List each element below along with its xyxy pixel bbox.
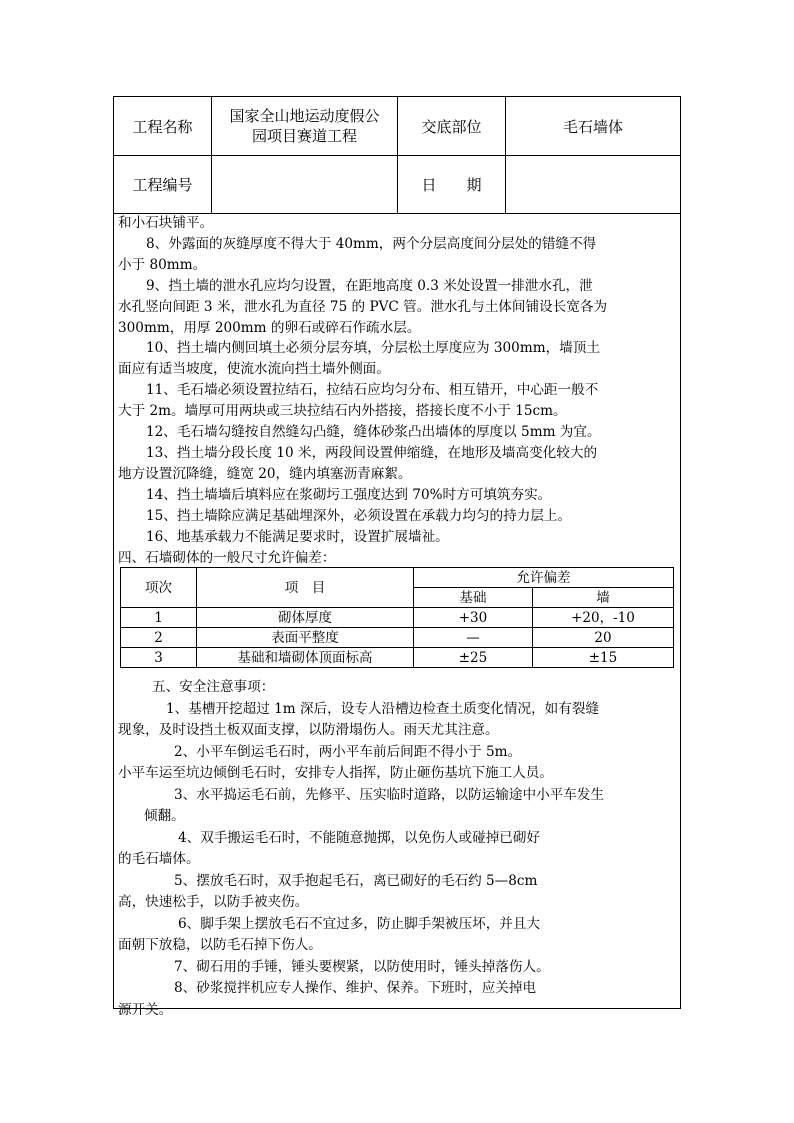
safety-line: 3、水平捣运毛石前，先修平、压实临时道路，以防运输途中小平车发生	[174, 786, 605, 803]
header-table	[113, 96, 681, 214]
part-value: 毛石墙体	[506, 97, 681, 156]
row-item: 基础和墙砌体顶面标高	[197, 648, 414, 668]
safety-line: 高，快速松手，以防手被夹伤。	[118, 894, 309, 910]
safety-line: 小平车运至坑边倾倒毛石时，安排专人指挥，防止砸伤基坑下施工人员。	[118, 765, 553, 781]
project-no-value	[212, 156, 398, 214]
table-row	[121, 648, 674, 668]
row-wall: +20，-10	[533, 608, 674, 628]
safety-line: 的毛石墙体。	[118, 851, 200, 867]
row-no: 3	[121, 648, 197, 668]
deviation-table	[120, 567, 674, 668]
safety-line: 面朝下放稳，以防毛石掉下伤人。	[118, 937, 322, 953]
safety-line: 5、摆放毛石时，双手抱起毛石，离已砌好的毛石约 5—8cm	[174, 872, 538, 889]
body-line: 地方设置沉降缝，缝宽 20，缝内填塞沥青麻絮。	[118, 465, 412, 482]
safety-line: 2、小平车倒运毛石时，两小平车前后间距不得小于 5m。	[174, 743, 522, 760]
body-line: 15、挡土墙除应满足基础埋深外，必须设置在承载力均匀的持力层上。	[146, 507, 572, 524]
body-line: 9、挡土墙的泄水孔应均匀设置，在距地高度 0.3 米处设置一排泄水孔，泄	[146, 277, 593, 294]
body-line: 14、挡土墙墙后填料应在浆砌圬工强度达到 70%时方可填筑夯实。	[146, 486, 552, 503]
body-line: 小于 80mm。	[118, 256, 207, 273]
col-base-header: 基础	[414, 588, 533, 608]
col-wall-header: 墙	[533, 588, 674, 608]
date-value	[506, 156, 681, 214]
body-line: 8、外露面的灰缝厚度不得大于 40mm，两个分层高度间分层处的错缝不得	[146, 235, 597, 252]
row-wall: ±15	[533, 648, 674, 668]
row-base: ±25	[414, 648, 533, 668]
body-line: 12、毛石墙勾缝按自然缝勾凸缝，缝体砂浆凸出墙体的厚度以 5mm 为宜。	[146, 424, 601, 441]
safety-line: 源开关。	[118, 1001, 173, 1018]
body-line: 和小石块铺平。	[118, 215, 214, 231]
date-label: 日 期	[398, 156, 506, 214]
project-name-line1: 国家全山地运动度假公	[229, 107, 380, 125]
table-row	[121, 608, 674, 628]
part-label: 交底部位	[398, 97, 506, 156]
body-text	[118, 213, 678, 568]
row-no: 1	[121, 608, 197, 628]
project-name-label: 工程名称	[114, 97, 212, 156]
body-line: 四、石墙砌体的一般尺寸允许偏差：	[118, 549, 336, 566]
body-line: 面应有适当坡度，使流水流向挡土墙外侧面。	[118, 361, 390, 378]
col-no-header: 项次	[121, 568, 197, 608]
row-item: 砌体厚度	[197, 608, 414, 628]
body-line: 水孔竖向间距 3 米，泄水孔为直径 75 的 PVC 管。泄水孔与土体间铺设长宽各为	[118, 298, 608, 315]
row-no: 2	[121, 628, 197, 648]
safety-line: 倾翻。	[144, 808, 185, 824]
body-line: 300mm，用厚 200mm 的卵石或碎石作疏水层。	[118, 319, 421, 336]
project-no-label: 工程编号	[114, 156, 212, 214]
row-base: —	[414, 628, 533, 648]
safety-line: 8、砂浆搅拌机应专人操作、维护、保养。下班时，应关掉电	[174, 980, 537, 996]
row-base: +30	[414, 608, 533, 628]
table-row	[121, 628, 674, 648]
project-name-line2: 园项目赛道工程	[251, 127, 357, 145]
row-item: 表面平整度	[197, 628, 414, 648]
project-name-value	[212, 97, 398, 156]
safety-line: 6、脚手架上摆放毛石不宜过多，防止脚手架被压坏，并且大	[178, 915, 541, 932]
safety-line: 1、基槽开挖超过 1m 深后，设专人沿槽边检查土质变化情况，如有裂缝	[166, 700, 600, 717]
col-allow-header: 允许偏差	[414, 568, 674, 588]
row-wall: 20	[533, 628, 674, 648]
safety-line: 7、砌石用的手锤，锤头要楔紧，以防使用时，锤头掉落伤人。	[174, 958, 550, 975]
body-line: 10、挡土墙内侧回填土必须分层夯填，分层松土厚度应为 300mm，墙顶土	[146, 340, 600, 357]
safety-line: 4、双手搬运毛石时，不能随意抛掷，以免伤人或碰掉已砌好	[178, 829, 541, 846]
safety-line: 五、安全注意事项：	[152, 679, 275, 695]
body-line: 13、挡土墙分段长度 10 米，两段间设置伸缩缝，在地形及墙高变化较大的	[146, 444, 598, 461]
safety-line: 现象，及时设挡土板双面支撑，以防滑塌伤人。雨天尤其注意。	[118, 722, 499, 738]
safety-notes	[118, 677, 680, 1021]
body-line: 大于 2m。墙厚可用两块或三块拉结石内外搭接，搭接长度不小于 15cm。	[118, 403, 567, 420]
col-item-header: 项 目	[197, 568, 414, 608]
body-line: 11、毛石墙必须设置拉结石，拉结石应均匀分布、相互错开，中心距一般不	[146, 382, 599, 399]
body-line: 16、地基承载力不能满足要求时，设置扩展墙祉。	[146, 528, 449, 545]
